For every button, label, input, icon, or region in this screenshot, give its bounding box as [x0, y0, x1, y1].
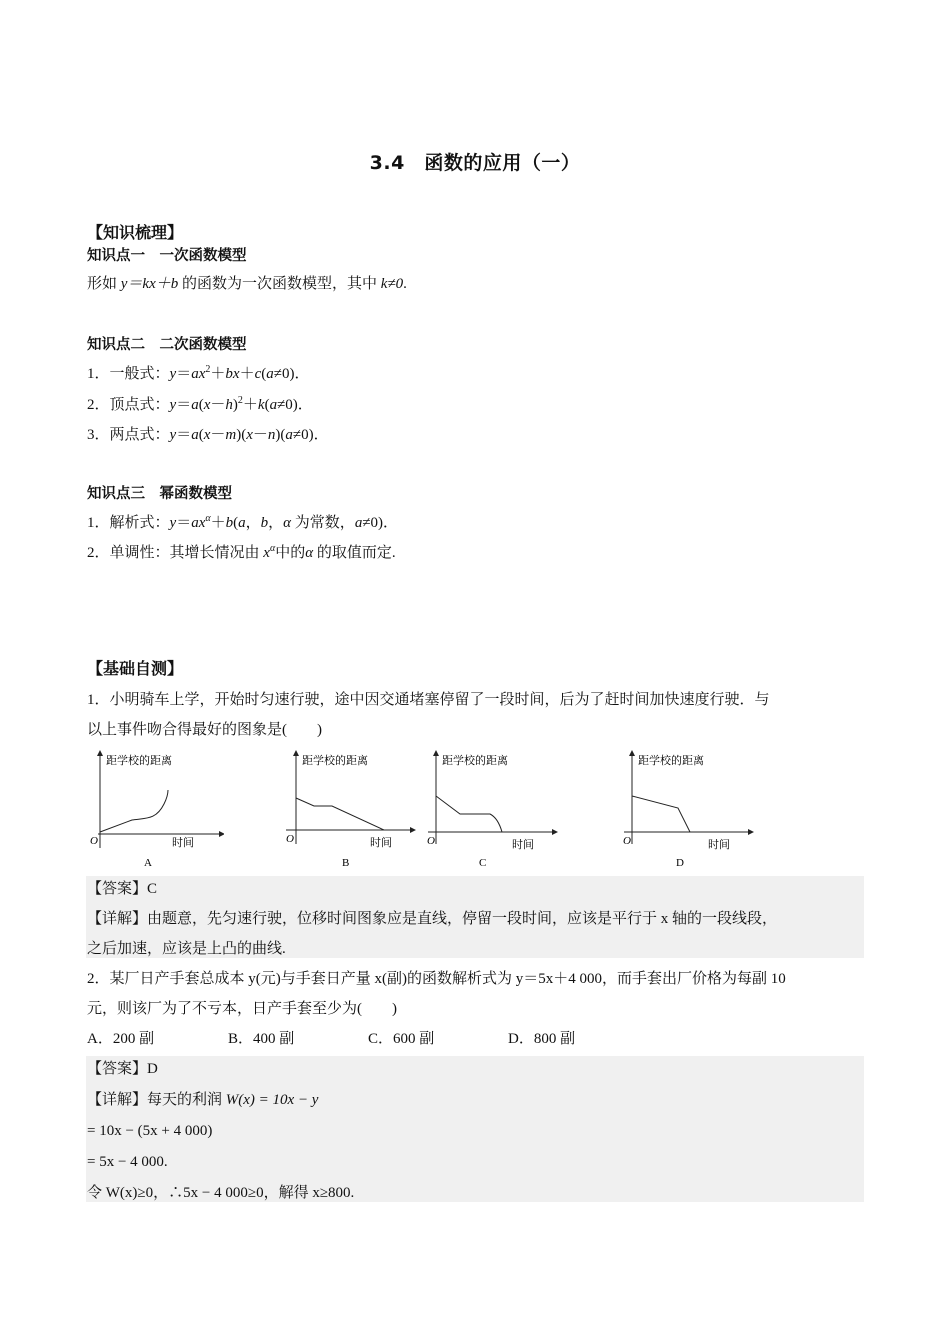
question-2-option-d: D．800 副 — [508, 1031, 576, 1047]
question-1-answer: 【答案】C — [87, 881, 158, 897]
graph-b-ylabel: 距学校的距离 — [302, 754, 368, 767]
power-function-monotonicity: 2．单调性：其增长情况由 $x^\alpha$中的α 的取值而定. — [87, 543, 396, 561]
graph-b-origin: O — [286, 833, 294, 845]
question-2-detail-line-4: 令 W(x)≥0，∴5x − 4 000≥0，解得 x≥800. — [87, 1185, 355, 1201]
linear-condition: k≠0 — [380, 276, 404, 292]
graph-b-letter: B — [342, 857, 350, 869]
knowledge-point-1-title: 知识点一 一次函数模型 — [87, 248, 247, 264]
knowledge-point-2-title: 知识点二 二次函数模型 — [87, 337, 247, 353]
graph-c-ylabel: 距学校的距离 — [442, 754, 508, 767]
question-1-line-2: 以上事件吻合得最好的图象是( ) — [87, 722, 322, 738]
question-1-detail-line-1: 【详解】由题意，先匀速行驶，位移时间图象应是直线，停留一段时间，应该是平行于 x 轴的一段线段， — [87, 911, 778, 927]
graph-c-origin: O — [427, 835, 435, 847]
graph-c-letter: C — [479, 857, 487, 869]
graph-option-d — [620, 748, 760, 870]
knowledge-point-1-text: 形如 y＝kx＋b 的函数为一次函数模型，其中 k≠0. — [87, 276, 407, 292]
graph-option-c — [424, 748, 564, 870]
quadratic-two-point-form: 3．两点式：y＝a(x－m)(x－n)(a≠0)． — [87, 427, 329, 443]
graph-c-xlabel: 时间 — [512, 838, 534, 851]
question-2-option-a: A．200 副 — [87, 1031, 155, 1047]
question-2-detail-line-1: 【详解】每天的利润 W(x) = 10x − y — [87, 1092, 319, 1108]
quadratic-general-form: 1．一般式：$y=ax^2+bx+c(a\ne 0)$． — [87, 364, 310, 382]
graph-d-xlabel: 时间 — [708, 838, 730, 851]
power-function-formula: 1．解析式：$y=ax^\alpha+b(a$，b，α 为常数，a≠0)． — [87, 513, 399, 531]
question-2-answer: 【答案】D — [87, 1061, 158, 1077]
question-1-detail-line-2: 之后加速，应该是上凸的曲线. — [87, 941, 286, 957]
linear-formula: y＝kx＋b — [120, 276, 179, 292]
graph-b-xlabel: 时间 — [370, 836, 392, 849]
graph-d-letter: D — [676, 857, 684, 869]
question-2-detail-line-2: = 10x − (5x + 4 000) — [87, 1123, 213, 1139]
graph-option-a — [84, 748, 224, 870]
graph-a-letter: A — [144, 857, 152, 869]
graph-option-b — [282, 748, 422, 870]
question-2-detail-line-3: = 5x − 4 000. — [87, 1154, 168, 1170]
question-2-option-b: B．400 副 — [228, 1031, 295, 1047]
question-1-line-1: 1．小明骑车上学，开始时匀速行驶，途中因交通堵塞停留了一段时间，后为了赶时间加快速度行驶．与 — [87, 692, 770, 708]
graph-d-origin: O — [623, 835, 631, 847]
graph-a-xlabel: 时间 — [172, 836, 194, 849]
question-2-option-c: C．600 副 — [368, 1031, 435, 1047]
page-title: 3.4 函数的应用（一） — [369, 152, 581, 174]
quadratic-vertex-form: 2．顶点式：$y=a(x-h)^2+k(a\ne 0)$． — [87, 395, 313, 413]
question-2-line-1: 2．某厂日产手套总成本 y(元)与手套日产量 x(副)的函数解析式为 y＝5x＋4 000，而手套出厂价格为每副 10 — [87, 971, 786, 987]
graph-a-origin: O — [90, 835, 98, 847]
section-heading-selftest: 【基础自测】 — [87, 659, 184, 678]
knowledge-point-3-title: 知识点三 幂函数模型 — [87, 486, 232, 502]
graph-a-ylabel: 距学校的距离 — [106, 754, 172, 767]
section-heading-knowledge: 【知识梳理】 — [87, 223, 184, 242]
graph-d-ylabel: 距学校的距离 — [638, 754, 704, 767]
question-2-line-2: 元，则该厂为了不亏本，日产手套至少为( ) — [87, 1001, 397, 1017]
